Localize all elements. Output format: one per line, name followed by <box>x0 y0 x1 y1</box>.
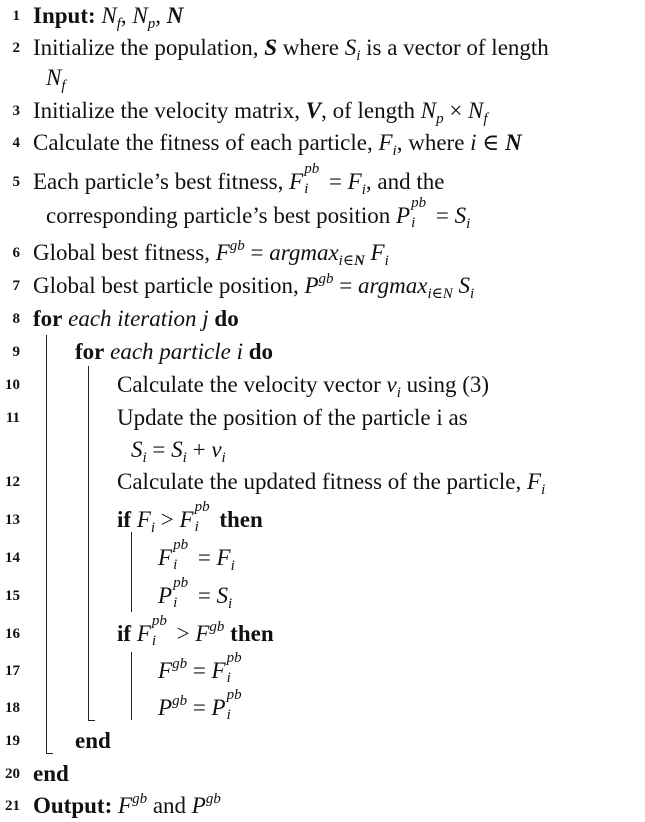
algorithm-line-11 <box>0 402 645 434</box>
line-text: for each iteration j do <box>33 306 239 331</box>
algorithm-line-2-continuation <box>0 62 645 94</box>
algorithm-line-2 <box>0 32 645 64</box>
algorithm-line-5 <box>0 161 645 198</box>
line-number: 2 <box>12 40 20 56</box>
line-text: F pb i = $F_i$ <box>158 537 235 574</box>
line-text: Initialize the velocity matrix, V, of length $N_p \times N_f$ <box>33 98 488 127</box>
algorithm-line-3 <box>0 95 645 127</box>
algorithm-line-20 <box>0 758 645 790</box>
line-text: Global best fitness, $F^{gb} = argmax_{i\in N}$ $F_i$ <box>33 238 389 269</box>
line-text: $F^{gb} = F$ pb i <box>158 650 242 686</box>
algorithm-line-9 <box>0 336 645 368</box>
algorithm-line-13 <box>0 499 645 536</box>
algorithm-line-16 <box>0 613 645 650</box>
line-text: $N_f$ <box>46 65 66 94</box>
line-number: 15 <box>5 588 20 604</box>
line-text: Update the position of the particle i as <box>117 405 468 430</box>
algorithm-line-14 <box>0 537 645 574</box>
line-number: 3 <box>12 103 20 119</box>
line-text: corresponding particle’s best position P pb i = $S_i$ <box>46 195 471 232</box>
algorithm-line-7 <box>0 270 645 302</box>
algorithm-line-1 <box>0 0 645 32</box>
line-text: Global best particle position, $P^{gb} = argmax_{i\in N}$ $S_i$ <box>33 271 475 302</box>
line-number: 7 <box>12 278 20 294</box>
line-number: 8 <box>12 311 20 327</box>
line-number: 21 <box>5 798 20 814</box>
line-text: for each particle i do <box>75 339 274 364</box>
line-number: 4 <box>12 135 20 151</box>
line-text: $S_i = S_i + v_i$ <box>131 437 226 466</box>
line-number: 11 <box>5 410 20 426</box>
line-text: if F pb i > $F^{gb}$ then <box>117 613 274 649</box>
line-text: end <box>75 728 111 753</box>
line-number: 16 <box>5 626 20 642</box>
line-number: 18 <box>5 700 20 716</box>
line-text: Calculate the velocity vector $v_i$ using (3) <box>117 372 490 401</box>
line-number: 6 <box>12 245 20 261</box>
line-number: 14 <box>5 550 20 566</box>
line-number: 12 <box>5 474 20 490</box>
line-number: 19 <box>5 733 20 749</box>
algorithm-line-8 <box>0 303 645 335</box>
line-number: 20 <box>5 766 20 782</box>
algorithm-line-5-continuation <box>0 195 645 232</box>
line-number: 9 <box>12 344 20 360</box>
line-text: Initialize the population, S where $S_i$ is a vector of length <box>33 35 549 64</box>
keyword-input: Input: <box>33 3 96 28</box>
algorithm-line-15 <box>0 575 645 612</box>
line-number: 13 <box>5 512 20 528</box>
algorithm-line-6 <box>0 237 645 269</box>
line-text: if $F_i > F$ pb i then <box>117 499 263 536</box>
line-text: $P^{gb} = P$ pb i <box>158 687 242 723</box>
algorithm-line-11-continuation <box>0 434 645 466</box>
algorithm-line-21 <box>0 790 645 822</box>
line-text: Each particle’s best fitness, F pb i = $F_i$, and the <box>33 161 445 198</box>
line-number: 17 <box>5 663 20 679</box>
line-number: 10 <box>5 377 20 393</box>
line-text: Calculate the updated fitness of the particle, $F_i$ <box>117 469 546 498</box>
algorithm-line-17 <box>0 650 645 687</box>
algorithm-line-19 <box>0 725 645 757</box>
line-text: Input: $N_f$, $N_p$, N <box>33 3 184 32</box>
line-text: end <box>33 761 69 786</box>
line-text: P pb i = $S_i$ <box>158 575 233 612</box>
line-text: Output: $F^{gb}$ and $P^{gb}$ <box>33 791 221 818</box>
line-text: Calculate the fitness of each particle, $F_i$, where i ∈ N <box>33 130 522 159</box>
algorithm-line-12 <box>0 466 645 498</box>
line-number: 1 <box>12 8 20 24</box>
algorithm-line-18 <box>0 687 645 724</box>
line-number: 5 <box>12 174 20 190</box>
algorithm-line-4 <box>0 127 645 159</box>
algorithm-line-10 <box>0 369 645 401</box>
